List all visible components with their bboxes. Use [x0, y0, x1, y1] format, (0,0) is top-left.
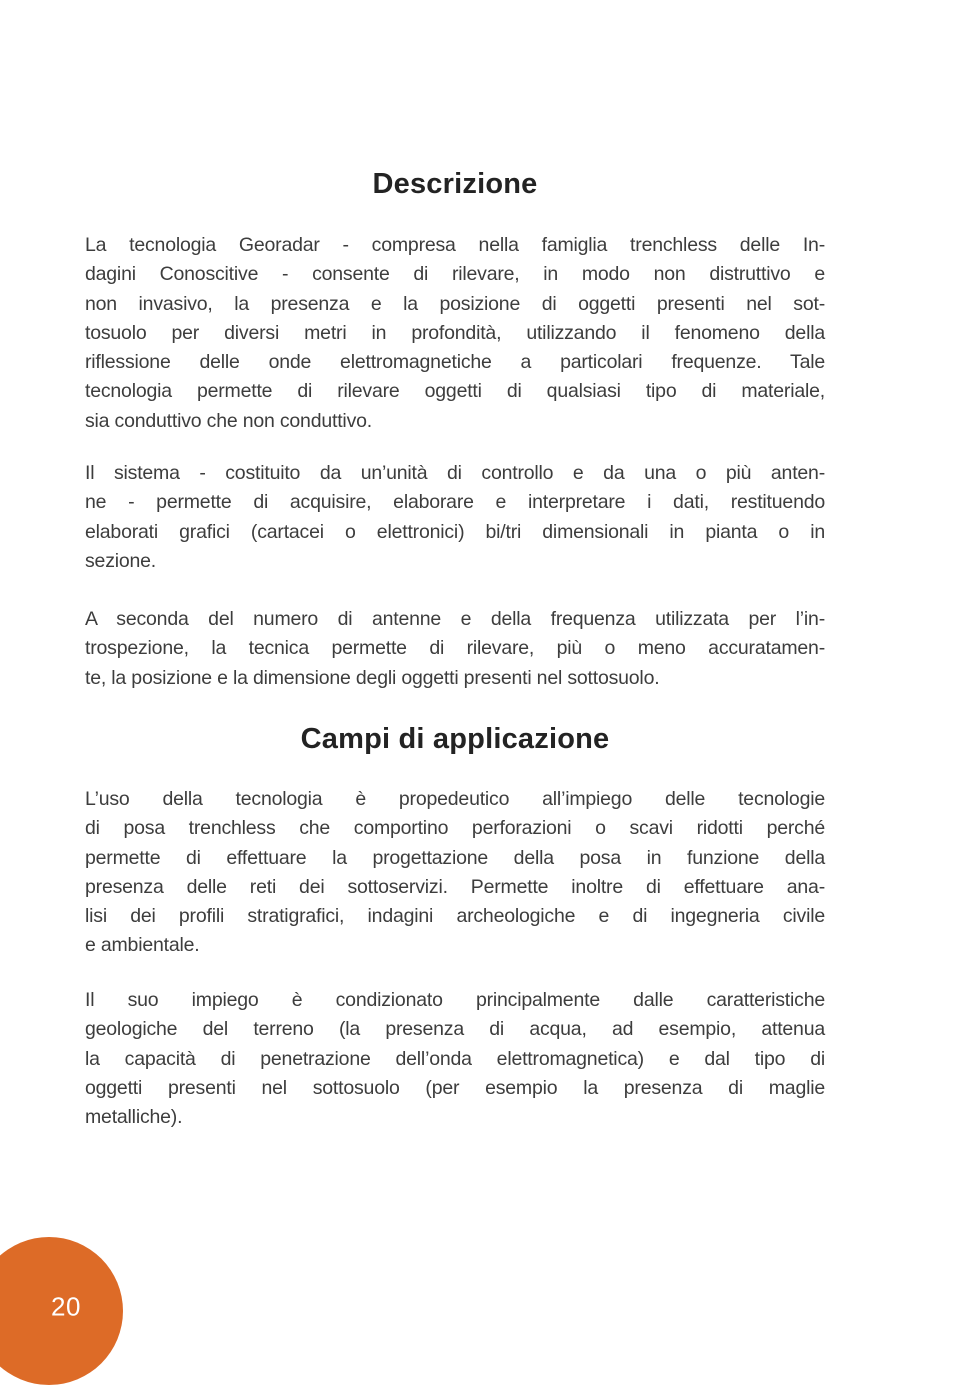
paragraph	[85, 785, 825, 961]
text-line: L’uso della tecnologia è propedeutico all’impiego delle tecnologie	[85, 788, 825, 810]
paragraph	[85, 231, 825, 436]
text-line: ne - permette di acquisire, elaborare e interpretare i dati, restituendo	[85, 491, 825, 514]
text-line: geologiche del terreno (la presenza di acqua, ad esempio, attenua	[85, 1018, 825, 1041]
text-line: permette di effettuare la progettazione della posa in funzione della	[85, 846, 825, 869]
text-line: dagini Conoscitive - consente di rilevare, in modo non distruttivo e	[85, 263, 825, 286]
section-heading-descrizione: Descrizione	[372, 168, 538, 200]
text-line: Il sistema - costituito da un’unità di controllo e da una o più anten-	[85, 462, 825, 484]
text-line: te, la posizione e la dimensione degli oggetti presenti nel sottosuolo.	[85, 666, 660, 689]
text-line: non invasivo, la presenza e la posizione di oggetti presenti nel sot-	[85, 292, 825, 315]
text-line: lisi dei profili stratigrafici, indagini archeologiche e di ingegneria civile	[85, 905, 825, 928]
text-line: tosuolo per diversi metri in profondità, utilizzando il fenomeno della	[85, 321, 825, 344]
text-line: la capacità di penetrazione dell’onda elettromagnetica) e dal tipo di	[85, 1047, 825, 1070]
text-line: sezione.	[85, 549, 157, 572]
text-line: trospezione, la tecnica permette di rilevare, più o meno accuratamen-	[85, 637, 825, 660]
text-line: presenza delle reti dei sottoservizi. Permette inoltre di effettuare ana-	[85, 875, 825, 898]
text-line: tecnologia permette di rilevare oggetti di qualsiasi tipo di materiale,	[85, 380, 825, 403]
text-line: sia conduttivo che non conduttivo.	[85, 409, 372, 432]
text-line: e ambientale.	[85, 934, 200, 957]
page-number-badge	[0, 1237, 123, 1385]
paragraph	[85, 605, 825, 693]
text-line: riflessione delle onde elettromagnetiche a particolari frequenze. Tale	[85, 351, 825, 374]
text-line: metalliche).	[85, 1106, 183, 1129]
text-line: di posa trenchless che comportino perforazioni o scavi ridotti perché	[85, 817, 825, 840]
page-number: 20	[51, 1291, 81, 1322]
text-line: A seconda del numero di antenne e della frequenza utilizzata per l’in-	[85, 608, 825, 630]
paragraph	[85, 459, 825, 576]
text-line: elaborati grafici (cartacei o elettronici) bi/tri dimensionali in pianta o in	[85, 520, 825, 543]
text-line: La tecnologia Georadar - compresa nella famiglia trenchless delle In-	[85, 234, 825, 256]
text-line: oggetti presenti nel sottosuolo (per esempio la presenza di maglie	[85, 1076, 825, 1099]
text-line: Il suo impiego è condizionato principalmente dalle caratteristiche	[85, 989, 825, 1011]
paragraph	[85, 986, 825, 1132]
section-heading-campi-di-applicazione: Campi di applicazione	[300, 723, 610, 755]
